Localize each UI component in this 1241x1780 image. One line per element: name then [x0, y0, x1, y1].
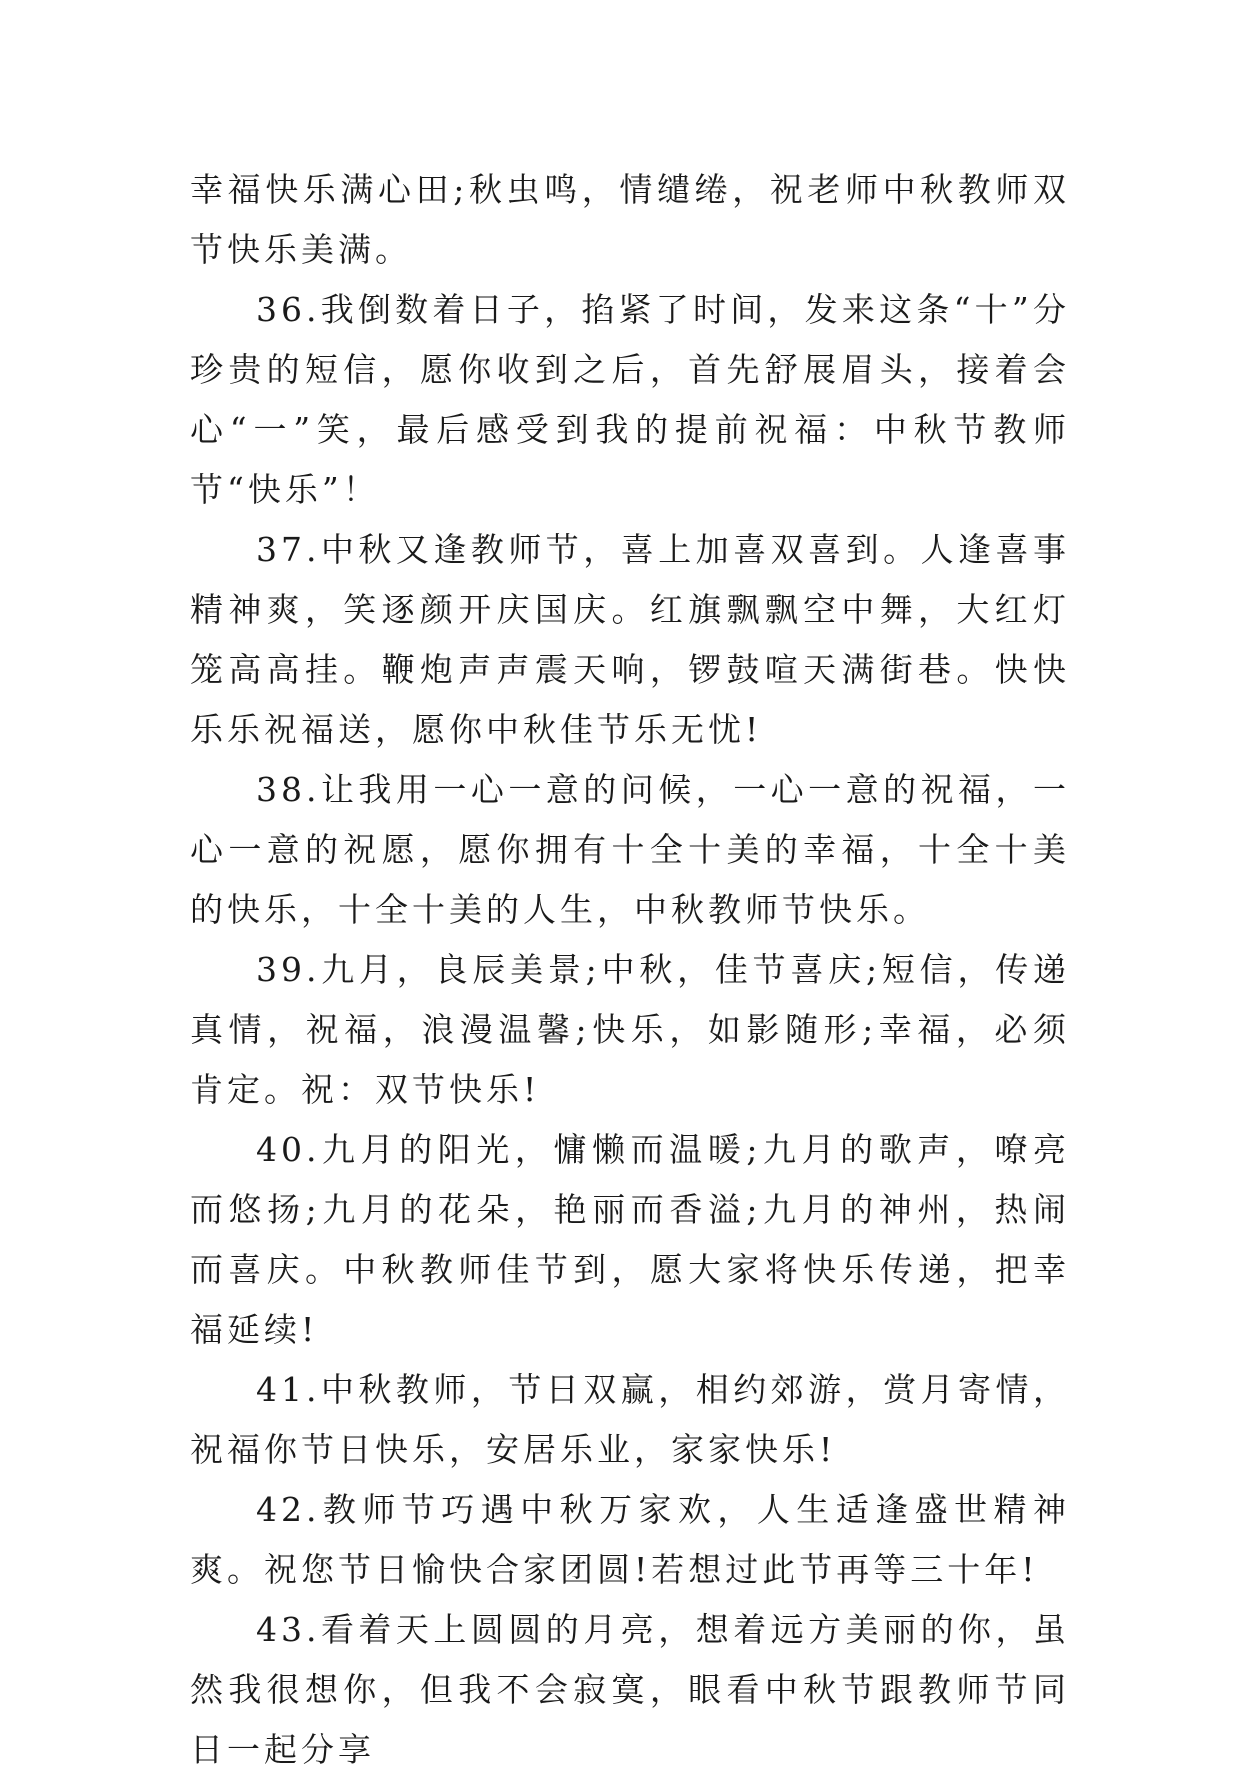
paragraph-43: 43.看着天上圆圆的月亮，想着远方美丽的你，虽然我很想你，但我不会寂寞，眼看中秋节跟教师节同日一起分享 [190, 1610, 1070, 1769]
paragraph-38: 38.让我用一心一意的问候，一心一意的祝福，一心一意的祝愿，愿你拥有十全十美的幸福，十全十美的快乐，十全十美的人生，中秋教师节快乐。 [190, 770, 1070, 929]
paragraph-40: 40.九月的阳光，慵懒而温暖;九月的歌声，嘹亮而悠扬;九月的花朵，艳丽而香溢;九月的神州，热闹而喜庆。中秋教师佳节到，愿大家将快乐传递，把幸福延续! [190, 1130, 1070, 1349]
document-body [190, 160, 1070, 1780]
paragraph-39: 39.九月，良辰美景;中秋，佳节喜庆;短信，传递真情，祝福，浪漫温馨;快乐，如影随形;幸福，必须肯定。祝：双节快乐! [190, 950, 1070, 1109]
paragraph-41: 41.中秋教师，节日双赢，相约郊游，赏月寄情，祝福你节日快乐，安居乐业，家家快乐! [190, 1370, 1070, 1469]
paragraph-36: 36.我倒数着日子，掐紧了时间，发来这条“十”分珍贵的短信，愿你收到之后，首先舒展眉头，接着会心“一”笑，最后感受到我的提前祝福：中秋节教师节“快乐”！ [190, 290, 1070, 509]
paragraph-42: 42.教师节巧遇中秋万家欢，人生适逢盛世精神爽。祝您节日愉快合家团圆!若想过此节再等三十年! [190, 1490, 1070, 1589]
paragraph-37: 37.中秋又逢教师节，喜上加喜双喜到。人逢喜事精神爽，笑逐颜开庆国庆。红旗飘飘空中舞，大红灯笼高高挂。鞭炮声声震天响，锣鼓喧天满街巷。快快乐乐祝福送，愿你中秋佳节乐无忧! [190, 530, 1070, 749]
paragraph-continuation: 幸福快乐满心田;秋虫鸣，情缱绻，祝老师中秋教师双节快乐美满。 [190, 170, 1070, 269]
